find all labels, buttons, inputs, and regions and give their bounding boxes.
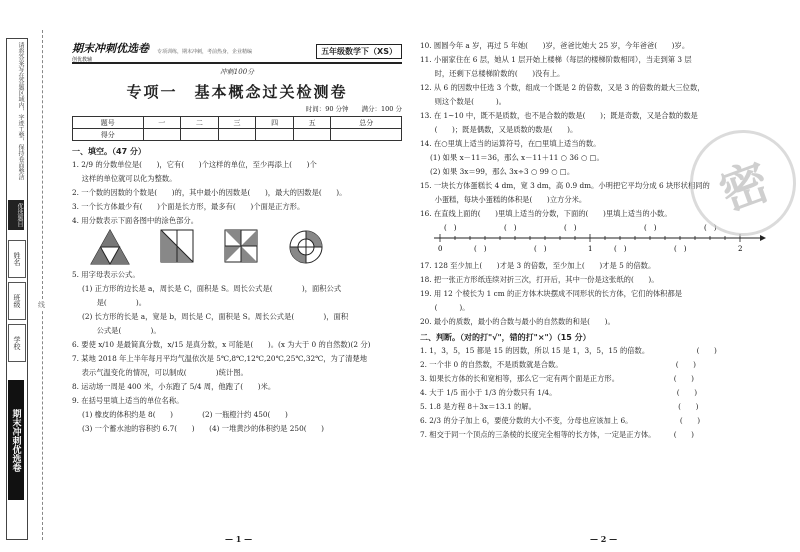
question-13-cont: ( )；既是偶数，又是质数的数是( )。 xyxy=(420,125,578,134)
score-cell: 四 xyxy=(256,117,294,129)
score-input[interactable] xyxy=(181,129,219,141)
score-cell: 二 xyxy=(181,117,219,129)
question-5-1: (1) 正方形的边长是 a，周长是 C，面积是 S。周长公式是( )，面积公式 xyxy=(82,284,342,293)
page-header xyxy=(72,40,402,64)
question-7-cont: 表示气温变化的情况，可以制成( )统计图。 xyxy=(72,368,248,377)
circle-sectors-shape-icon xyxy=(288,229,324,265)
score-cell: 五 xyxy=(293,117,331,129)
question-15: 15. 一块长方体蛋糕长 4 dm，宽 3 dm，高 0.9 dm。小明把它平均分成 6 块形状相同的 xyxy=(420,181,710,190)
judge-7: 7. 相交于同一个顶点的三条棱的长度完全相等的长方体，一定是正方体。 ( ) xyxy=(420,430,695,439)
question-15-cont: 小蛋糕，每块小蛋糕的体积是( )立方分米。 xyxy=(420,195,587,204)
judge-6: 6. 2/3 的分子加上 6，要使分数的大小不变，分母也应该加上 6。 ( ) xyxy=(420,416,701,425)
brand-logo xyxy=(72,40,149,63)
judge-5: 5. 1.8 是方程 8＋3x＝13.1 的解。 ( ) xyxy=(420,402,699,411)
question-16: 16. 在直线上面的( )里填上适当的分数，下面的( )里填上适当的小数。 xyxy=(420,209,672,218)
numline-tick-label: 2 xyxy=(738,245,743,253)
numline-tick-label: 1 xyxy=(588,245,593,253)
score-row-label: 得分 xyxy=(73,129,144,141)
question-14: 14. 在○里填上适当的运算符号，在□里填上适当的数。 xyxy=(420,139,601,148)
brand-logo-sub: 创优教辅 xyxy=(72,56,93,63)
left-column xyxy=(72,40,402,437)
numline-blank: ( ) xyxy=(534,245,547,253)
section-2-heading: 二、判断。（对的打"√"，错的打"×"）（15 分） xyxy=(420,333,591,342)
score-table-header-row xyxy=(73,117,402,129)
question-3: 3. 一个长方体最少有( )个面是长方形，最多有( )个面是正方形。 xyxy=(72,202,305,211)
grade-badge: 五年级数学下（XS） xyxy=(316,44,402,59)
question-18: 18. 把一张正方形纸连续对折三次，打开后，其中一份是这张纸的( )。 xyxy=(420,275,659,284)
question-12-cont: 则这个数是( )。 xyxy=(420,97,506,106)
binding-logo: 期末冲刺优选卷 xyxy=(8,380,24,500)
numline-blank: ( ) xyxy=(644,224,657,232)
score-input[interactable] xyxy=(143,129,181,141)
school-field[interactable]: 学校 xyxy=(8,324,26,362)
numline-blank: ( ) xyxy=(704,224,717,232)
page-number-right: — 2 — xyxy=(590,534,618,544)
score-cell: 题号 xyxy=(73,117,144,129)
question-9-row2: (3) 一个蓄水池的容积约 6.7( ) (4) 一堆黄沙的体积约是 250( ) xyxy=(82,424,324,433)
question-9-row1: (1) 橡皮的体积约是 8( ) (2) 一瓶橙汁约 450( ) xyxy=(82,410,288,419)
pinwheel-square-shape-icon xyxy=(224,229,258,263)
score-input[interactable] xyxy=(331,129,402,141)
page-title: 专项一 基本概念过关检测卷 xyxy=(126,83,348,101)
class-field[interactable]: 班级 xyxy=(8,282,26,320)
page-number-left: — 1 — xyxy=(225,534,253,544)
score-input[interactable] xyxy=(256,129,294,141)
numline-ticks xyxy=(440,234,740,242)
question-14-1: (1) 如果 x－11＝36，那么 x－11＋11 ○ 36 ○ □。 xyxy=(430,153,604,162)
cut-line-label: 线 xyxy=(38,301,45,309)
exam-meta: 时间：90 分钟 满分：100 分 xyxy=(305,105,402,113)
score-table xyxy=(72,116,402,141)
page-subtitle: 冲刺100分 xyxy=(219,68,255,76)
numline-blank: ( ) xyxy=(614,245,627,253)
question-5-2: (2) 长方形的长是 a，宽是 b，周长是 C，面积是 S。周长公式是( )，面积 xyxy=(82,312,349,321)
score-table-score-row xyxy=(73,129,402,141)
question-19: 19. 用 12 个棱长为 1 cm 的正方体木块摆成不同形状的长方体，它们的体积都是 xyxy=(420,289,683,298)
judge-1: 1. 1，3，5，15 都是 15 的因数，所以 15 是 1，3，5，15 的倍数。 ( ) xyxy=(420,346,717,355)
numline-arrow-icon xyxy=(760,235,766,241)
right-column xyxy=(420,40,790,443)
binding-brand-tag: 优选题目 xyxy=(8,200,24,230)
triangle-shape-icon xyxy=(90,229,130,265)
question-6: 6. 要使 x/10 是最简真分数，x/15 是真分数，x 可能是( )。(x 为大于 0 的自然数)(2 分) xyxy=(72,340,371,349)
question-14-2: (2) 如果 3x＝99，那么 3x÷3 ○ 99 ○ □。 xyxy=(430,167,575,176)
fraction-shapes xyxy=(72,229,402,265)
question-19-cont: ( )。 xyxy=(420,303,470,312)
score-cell: 一 xyxy=(143,117,181,129)
binding-notes: 请将答案写在答题区域内，字迹工整，保持卷面整洁 xyxy=(17,42,24,180)
judge-4: 4. 大于 1/5 而小于 1/3 的分数只有 1/4。 ( ) xyxy=(420,388,698,397)
question-11: 11. 小丽家住在 6 层，她从 1 层开始上楼梯（每层的楼梯阶数相同），当走到第 3 层 xyxy=(420,55,692,64)
numline-blank: ( ) xyxy=(504,224,517,232)
section-1-heading: 一、填空。（47 分） xyxy=(72,147,146,156)
numline-blank: ( ) xyxy=(474,245,487,253)
name-field[interactable]: 姓名 xyxy=(8,240,26,278)
question-10: 10. 圆圆今年 a 岁，再过 5 年她( )岁，爸爸比她大 25 岁，今年爸爸( )岁。 xyxy=(420,41,690,50)
question-1: 1. 2/9 的分数单位是( )，它有( )个这样的单位，至少再添上( )个 xyxy=(72,160,317,169)
score-input[interactable] xyxy=(293,129,331,141)
question-5-1-cont: 是( )。 xyxy=(82,298,147,307)
binding-margin xyxy=(0,0,58,552)
question-12: 12. 从 6 的因数中任选 3 个数，组成一个既是 2 的倍数，又是 3 的倍数的最大三位数， xyxy=(420,83,705,92)
question-11-cont: 时，还剩下总楼梯阶数的( )没有上。 xyxy=(420,69,565,78)
score-input[interactable] xyxy=(218,129,256,141)
judge-3: 3. 如果长方体的长和宽相等，那么它一定有两个面是正方形。 ( ) xyxy=(420,374,695,383)
question-8: 8. 运动场一周是 400 米，小东跑了 5/4 周，他跑了( )米。 xyxy=(72,382,276,391)
brand-logo-text: 期末冲刺优选卷 xyxy=(72,41,149,55)
question-2: 2. 一个数的因数的个数是( )的，其中最小的因数是( )，最大的因数是( )。 xyxy=(72,188,347,197)
numline-blank: ( ) xyxy=(444,224,457,232)
question-13: 13. 在 1~10 中，既不是质数，也不是合数的数是( )；既是奇数，又是合数的数是 xyxy=(420,111,698,120)
judge-2: 2. 一个非 0 的自然数，不是质数就是合数。 ( ) xyxy=(420,360,696,369)
numline-tick-label: 0 xyxy=(438,245,443,253)
question-9: 9. 在括号里填上适当的单位名称。 xyxy=(72,396,184,405)
question-4: 4. 用分数表示下面各图中的涂色部分。 xyxy=(72,216,199,225)
question-7: 7. 某地 2018 年上半年每月平均气温依次是 5℃,8℃,12℃,20℃,25℃,32℃，为了清楚地 xyxy=(72,354,368,363)
square-triangle-shape-icon xyxy=(160,229,194,263)
header-slogan: 专项训练，期末冲刺，考前热身，企业精编 xyxy=(157,48,253,55)
secret-stamp: 密 xyxy=(675,115,800,251)
numline-blank: ( ) xyxy=(564,224,577,232)
question-5: 5. 用字母表示公式。 xyxy=(72,270,140,279)
question-5-2-cont: 公式是( )。 xyxy=(82,326,161,335)
question-17: 17. 128 至少加上( )才是 3 的倍数，至少加上( )才是 5 的倍数。 xyxy=(420,261,656,270)
score-cell: 总分 xyxy=(331,117,402,129)
question-20: 20. 最小的质数，最小的合数与最小的自然数的和是( )。 xyxy=(420,317,615,326)
score-cell: 三 xyxy=(218,117,256,129)
numline-blank: ( ) xyxy=(674,245,687,253)
cut-line xyxy=(42,30,44,540)
question-1-cont: 这样的单位就可以化为整数。 xyxy=(72,174,177,183)
